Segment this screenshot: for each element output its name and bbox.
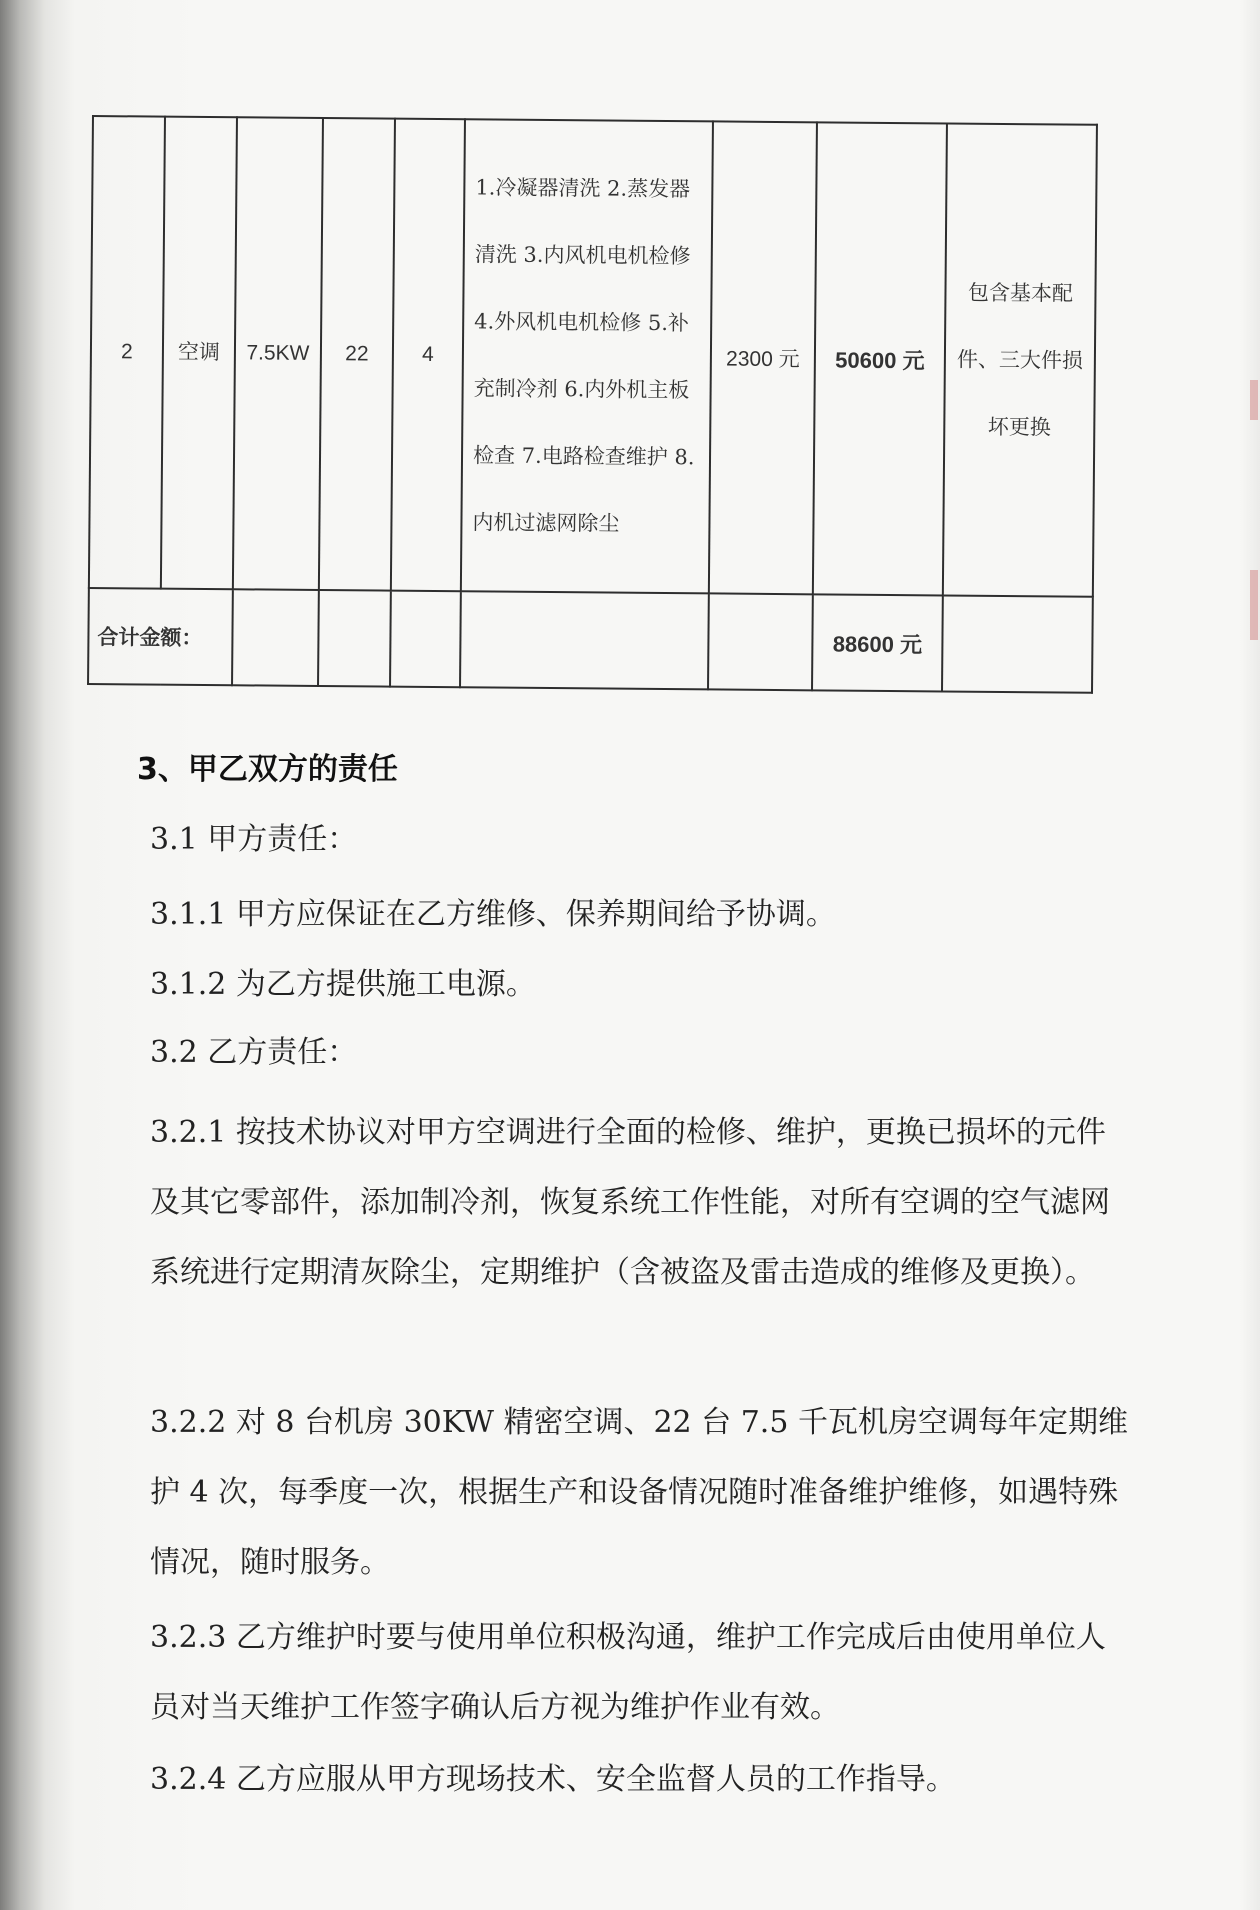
row-quantity: 22 [319,118,395,591]
row-unit-price: 2300 元 [709,121,817,594]
empty-cell [318,590,391,687]
quote-table-wrap [87,115,1096,694]
quote-table [87,115,1098,694]
paragraph: 3.2.3 乙方维护时要与使用单位积极沟通，维护工作完成后由使用单位人员对当天维护工作签字确认后方视为维护作业有效。 [150,1620,1106,1725]
paragraph: 3.2.2 对 8 台机房 30KW 精密空调、22 台 7.5 千瓦机房空调每年定期维护 4 次，每季度一次，根据生产和设备情况随时准备维护维修，如遇特殊情况，随时服务。 [150,1405,1128,1580]
empty-cell [232,589,319,686]
section-title: 3、甲乙双方的责任 [137,752,398,787]
empty-cell [708,593,813,690]
paragraph: 3.1 甲方责任： [150,822,358,857]
row-note: 包含基本配件、三大件损坏更换 [943,123,1097,596]
table-row [89,116,1097,597]
row-service-items: 1.冷凝器清洗 2.蒸发器清洗 3.内风机电机检修 4.外风机电机检修 5.补充制冷剂 6.内外机主板检查 7.电路检查维护 8.内机过滤网除尘 [461,119,713,593]
empty-cell [390,591,461,688]
total-label: 合计金额： [88,588,233,685]
row-times: 4 [391,119,465,592]
total-row [88,588,1093,693]
paragraph: 3.2.4 乙方应服从甲方现场技术、安全监督人员的工作指导。 [150,1762,956,1797]
row-subtotal: 50600 元 [813,122,947,595]
paragraph: 3.1.2 为乙方提供施工电源。 [150,967,536,1002]
paragraph: 3.2 乙方责任： [150,1035,358,1070]
page-edge-marks [1246,380,1260,640]
paragraph: 3.1.1 甲方应保证在乙方维修、保养期间给予协调。 [150,897,836,932]
row-power: 7.5KW [233,117,323,590]
total-amount: 88600 元 [812,594,943,691]
empty-cell [942,595,1093,692]
paragraph: 3.2.1 按技术协议对甲方空调进行全面的检修、维护，更换已损坏的元件及其它零部件，添加制冷剂，恢复系统工作性能，对所有空调的空气滤网系统进行定期清灰除尘，定期维护（含被盗及雷击造成的维修及更换）。 [150,1115,1110,1290]
empty-cell [460,591,709,689]
row-equipment-name: 空调 [161,117,237,590]
row-seq: 2 [89,116,165,589]
